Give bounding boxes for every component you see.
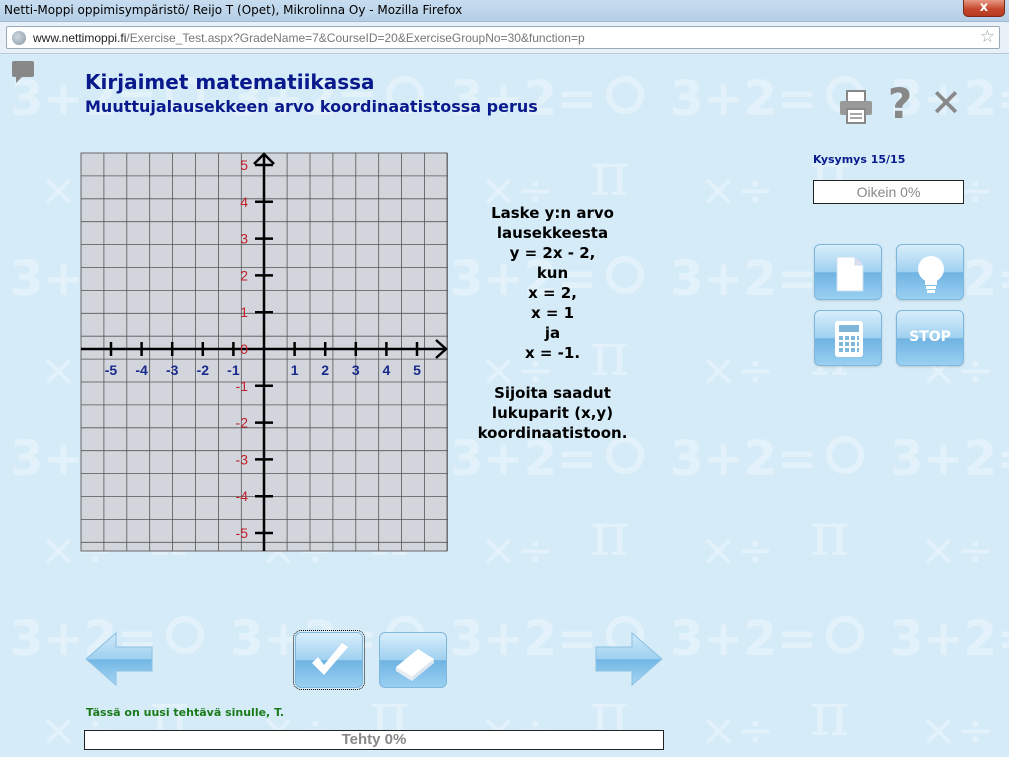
globe-icon [12, 31, 26, 45]
progress-display: Tehty 0% [84, 730, 664, 750]
question-counter: Kysymys 15/15 [813, 153, 906, 166]
x-tick-label: 2 [321, 362, 330, 378]
instruction-block-1 [465, 203, 640, 363]
exercise-page [0, 55, 1009, 757]
score-display: Oikein 0% [813, 180, 964, 204]
check-answer-button[interactable] [295, 632, 363, 688]
instruction-line: koordinaatistoon. [477, 424, 628, 442]
y-tick-label: -5 [235, 525, 248, 541]
coordinate-grid[interactable] [80, 152, 450, 552]
instruction-line: Laske y:n arvo [491, 204, 614, 222]
y-tick-label: -3 [235, 451, 248, 468]
next-arrow-button[interactable] [594, 631, 664, 687]
help-icon[interactable]: ? [887, 79, 913, 128]
url-path: /Exercise_Test.aspx?GradeName=7&CourseID=20&ExerciseGroupNo=30&function=p [126, 31, 585, 45]
y-tick-label: 3 [240, 230, 248, 247]
y-tick-label: 1 [240, 304, 248, 321]
document-button[interactable] [814, 244, 882, 300]
x-tick-label: -3 [165, 362, 179, 378]
x-tick-label: -5 [104, 362, 118, 378]
close-exercise-icon[interactable]: ✕ [930, 81, 962, 125]
x-tick-label: -1 [227, 362, 240, 378]
instruction-line: x = 2, [528, 284, 577, 302]
instruction-line: ja [544, 324, 561, 342]
window-title: Netti-Moppi oppimisympäristö/ Reijo T (Opet), Mikrolinna Oy - Mozilla Firefox [4, 3, 463, 17]
instruction-line: kun [536, 264, 569, 282]
eraser-icon [380, 633, 448, 689]
instruction-line: lukuparit (x,y) [491, 404, 614, 422]
stop-button[interactable] [896, 310, 964, 366]
print-icon[interactable] [838, 89, 874, 125]
window-titlebar [0, 0, 1009, 22]
stop-label: STOP [909, 329, 951, 345]
eraser-button[interactable] [379, 632, 447, 688]
url-bar[interactable] [6, 26, 1000, 49]
x-tick-label: 4 [382, 362, 391, 378]
instruction-line: y = 2x - 2, [509, 244, 596, 262]
previous-arrow-button[interactable] [84, 631, 154, 687]
x-tick-label: 1 [290, 362, 299, 378]
hint-button[interactable] [896, 244, 964, 300]
y-tick-label: 4 [240, 193, 248, 210]
page-title: Kirjaimet matematiikassa [85, 70, 375, 94]
document-icon [815, 245, 883, 301]
page-subtitle: Muuttujalausekkeen arvo koordinaatistossa perus [85, 97, 538, 116]
x-tick-label: 5 [413, 362, 421, 378]
y-tick-label: -4 [235, 488, 248, 505]
y-tick-label: 2 [240, 267, 248, 284]
instruction-line: x = -1. [524, 344, 581, 362]
y-tick-label: 0 [240, 341, 248, 357]
instruction-line: lausekkeesta [496, 224, 609, 242]
url-text [33, 31, 585, 45]
bookmark-star-icon[interactable]: ☆ [979, 27, 995, 46]
x-tick-label: -4 [135, 362, 148, 378]
checkmark-icon [296, 633, 364, 689]
y-tick-label: -2 [235, 414, 248, 431]
y-tick-label: -1 [235, 377, 248, 394]
task-instructions [465, 203, 640, 443]
x-tick-label: 3 [351, 362, 360, 378]
calculator-icon [815, 311, 883, 367]
instruction-line: Sijoita saadut [494, 384, 611, 402]
status-message: Tässä on uusi tehtävä sinulle, T. [86, 706, 285, 719]
browser-navbar [0, 22, 1009, 54]
feedback-icon[interactable] [12, 61, 34, 77]
x-tick-label: -2 [196, 362, 210, 378]
instruction-line: x = 1 [530, 304, 575, 322]
instruction-block-2 [465, 383, 640, 443]
lightbulb-icon [897, 245, 965, 301]
instruction-gap [465, 363, 640, 383]
url-domain: www.nettimoppi.fi [33, 31, 127, 45]
y-tick-label: 5 [240, 157, 248, 173]
window-close-button[interactable]: x [963, 0, 1005, 17]
calculator-button[interactable] [814, 310, 882, 366]
